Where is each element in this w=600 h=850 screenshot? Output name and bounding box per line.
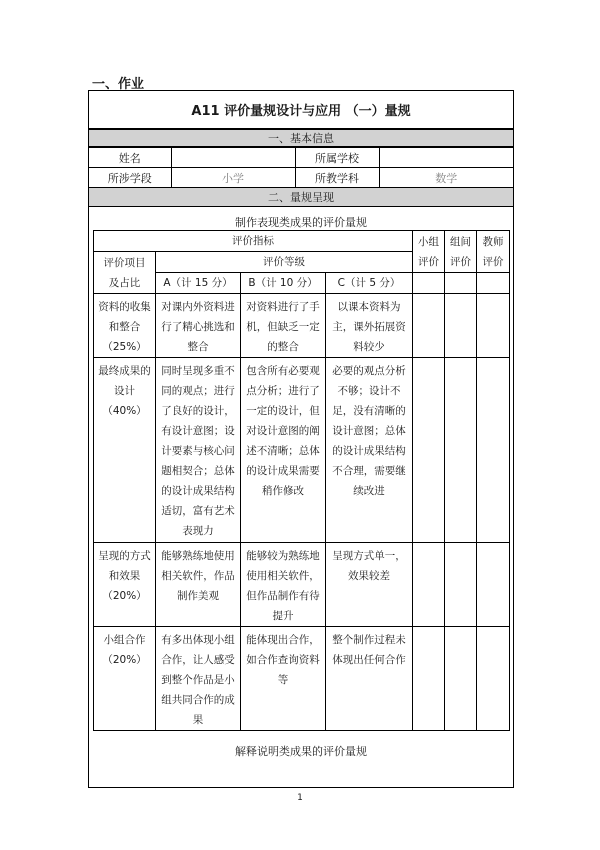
rubric-level-c: 呈现方式单一，效果较差: [326, 543, 413, 627]
name-label: 姓名: [89, 148, 171, 168]
item-header: [94, 252, 156, 294]
level-b-header: B（计 10 分）: [241, 273, 326, 294]
item-header-l1: 评价项目: [103, 256, 146, 269]
peer-score-cell[interactable]: [445, 294, 477, 358]
rubric-item: 最终成果的设计（40%）: [94, 358, 156, 543]
rubric-level-b: 能体现出合作，如合作查询资料等: [241, 627, 326, 731]
rubric-item: 资料的收集和整合（25%）: [94, 294, 156, 358]
peer-eval-l1: 组间: [450, 235, 471, 248]
item-header-l2: 及占比: [108, 276, 141, 289]
peer-eval-header: [445, 231, 477, 273]
rubric-item: 小组合作（20%）: [94, 627, 156, 731]
explanation-rubric-caption: 解释说明类成果的评价量规: [235, 745, 367, 758]
rubric-row: [94, 627, 510, 731]
section-rubric: 二、量规呈现: [89, 188, 513, 207]
stage-label: 所涉学段: [89, 168, 171, 188]
level-header: 评价等级: [156, 252, 413, 273]
peer-eval-spacer: [445, 273, 477, 294]
rubric-level-a: 对课内外资料进行了精心挑选和整合: [156, 294, 241, 358]
teacher-score-cell[interactable]: [477, 358, 510, 543]
self-score-cell[interactable]: [413, 358, 445, 543]
school-field[interactable]: [379, 148, 513, 168]
rubric-level-c: 必要的观点分析不够；设计不足，没有清晰的设计意图；总体的设计成果结构不合理，需要继续改进: [326, 358, 413, 543]
teacher-eval-l2: 评价: [482, 255, 504, 268]
form-frame: [88, 90, 514, 788]
rubric-level-a: 同时呈现多重不同的观点；进行了良好的设计，有设计意图；设计要素与核心问题相契合；总体的设计成果结构适切，富有艺术表现力: [156, 358, 241, 543]
peer-eval-l2: 评价: [450, 255, 471, 268]
section-heading: 一、作业: [92, 77, 145, 92]
self-score-cell[interactable]: [413, 627, 445, 731]
page-number: 1: [297, 793, 303, 803]
subject-value[interactable]: 数学: [379, 168, 513, 188]
self-eval-header: [413, 231, 445, 273]
peer-score-cell[interactable]: [445, 358, 477, 543]
level-a-header: A（计 15 分）: [156, 273, 241, 294]
peer-score-cell[interactable]: [445, 627, 477, 731]
indicator-header: 评价指标: [94, 231, 413, 252]
rubric-caption: 制作表现类成果的评价量规: [235, 216, 367, 229]
teacher-eval-spacer: [477, 273, 510, 294]
basic-info-table: [89, 147, 513, 207]
name-field[interactable]: [171, 148, 295, 168]
self-eval-l2: 评价: [418, 255, 439, 268]
school-label: 所属学校: [295, 148, 379, 168]
rubric-table: [93, 230, 510, 731]
subject-label: 所教学科: [295, 168, 379, 188]
teacher-score-cell[interactable]: [477, 294, 510, 358]
stage-value[interactable]: 小学: [171, 168, 295, 188]
self-eval-l1: 小组: [418, 235, 439, 248]
section-basic-info: 一、基本信息: [89, 129, 513, 147]
rubric-level-c: 整个制作过程未体现出任何合作: [326, 627, 413, 731]
peer-score-cell[interactable]: [445, 543, 477, 627]
teacher-score-cell[interactable]: [477, 543, 510, 627]
rubric-row: [94, 358, 510, 543]
form-title: A11 评价量规设计与应用 （一）量规: [89, 91, 513, 129]
rubric-level-a: 有多出体现小组合作，让人感受到整个作品是小组共同合作的成果: [156, 627, 241, 731]
self-score-cell[interactable]: [413, 543, 445, 627]
teacher-eval-l1: 教师: [482, 235, 504, 248]
rubric-level-b: 包含所有必要观点分析；进行了一定的设计，但对设计意图的阐述不清晰；总体的设计成果需要稍作修改: [241, 358, 326, 543]
rubric-row: [94, 543, 510, 627]
rubric-level-b: 对资料进行了手机，但缺乏一定的整合: [241, 294, 326, 358]
self-score-cell[interactable]: [413, 294, 445, 358]
rubric-level-c: 以课本资料为主，课外拓展资料较少: [326, 294, 413, 358]
level-c-header: C（计 5 分）: [326, 273, 413, 294]
rubric-level-a: 能够熟练地使用相关软件，作品制作美观: [156, 543, 241, 627]
teacher-eval-header: [477, 231, 510, 273]
teacher-score-cell[interactable]: [477, 627, 510, 731]
rubric-level-b: 能够较为熟练地使用相关软件，但作品制作有待提升: [241, 543, 326, 627]
self-eval-spacer: [413, 273, 445, 294]
rubric-item: 呈现的方式和效果（20%）: [94, 543, 156, 627]
rubric-row: [94, 294, 510, 358]
